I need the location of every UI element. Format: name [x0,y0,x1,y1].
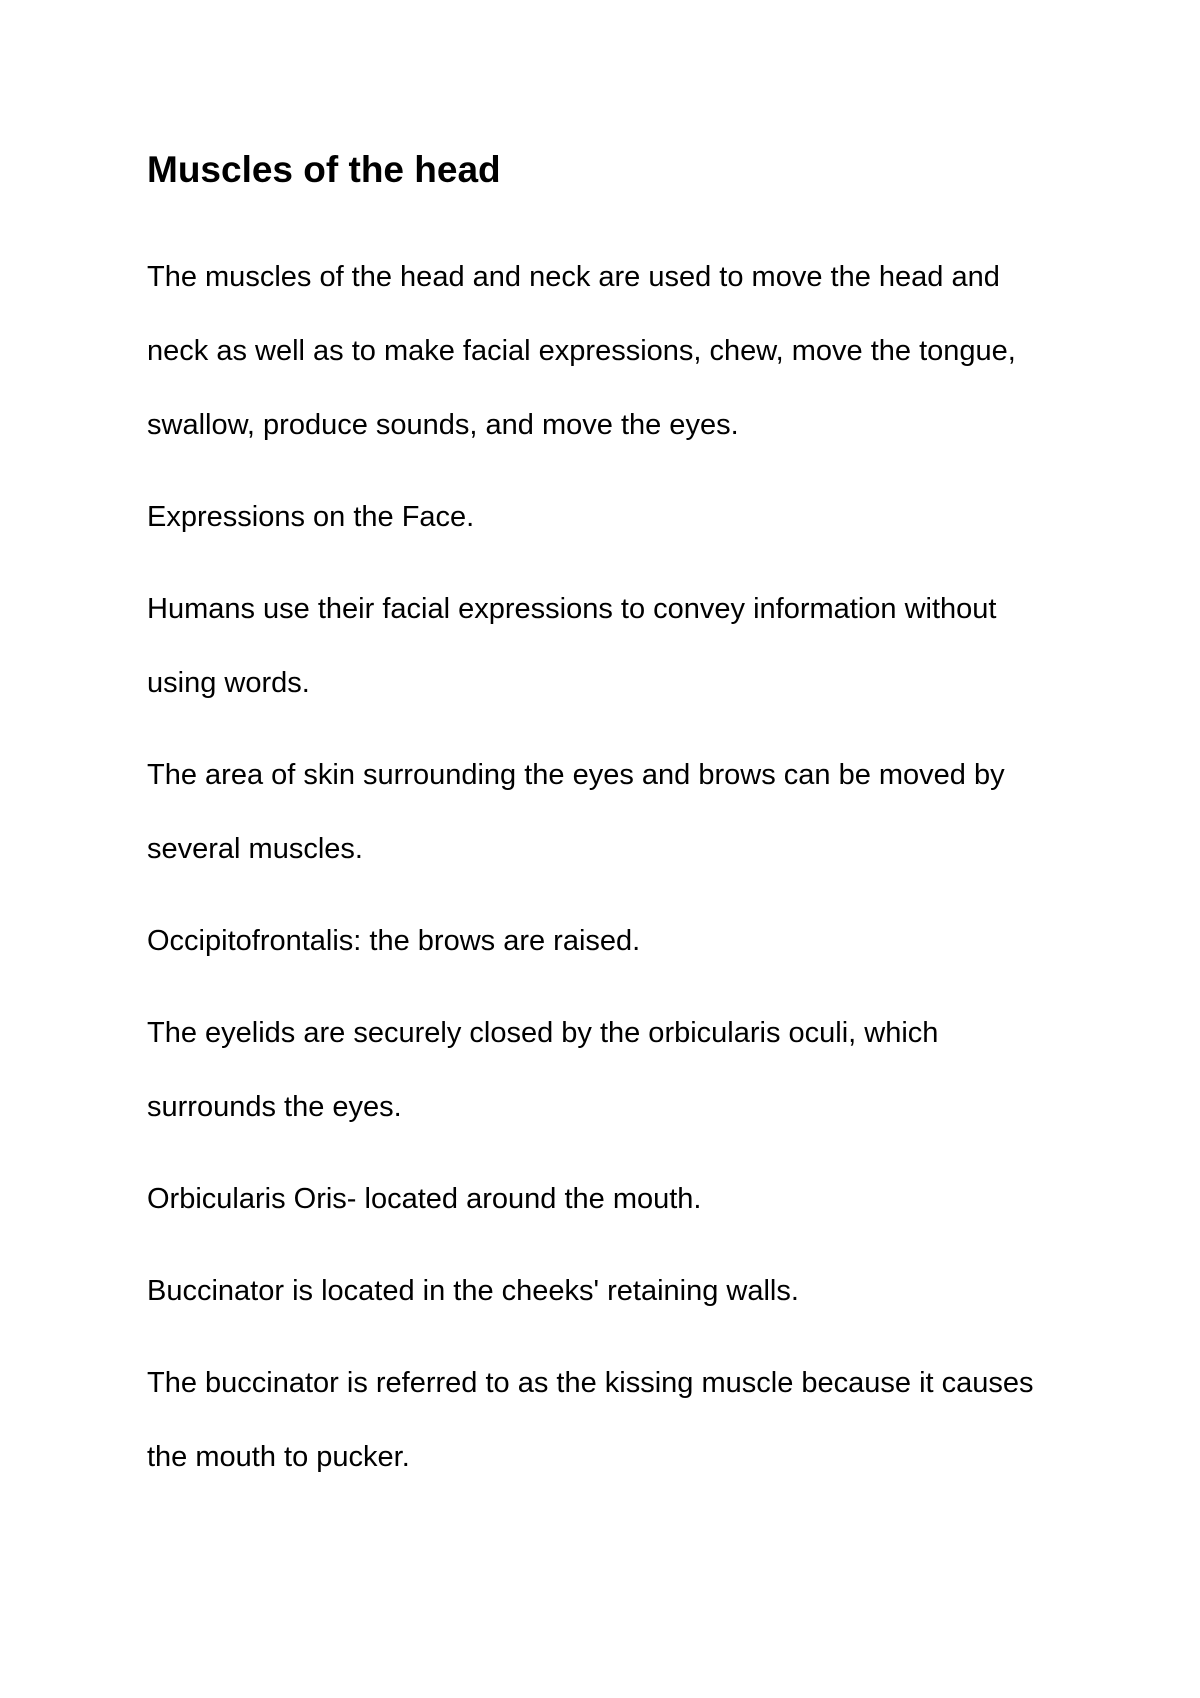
paragraph: Expressions on the Face. [147,501,475,533]
document-title: Muscles of the head [147,149,501,190]
paragraph: Occipitofrontalis: the brows are raised. [147,925,641,957]
paragraph: Orbicularis Oris- located around the mouth. [147,1183,702,1215]
paragraph: The eyelids are securely closed by the orbicularis oculi, which surrounds the eyes. [147,1017,939,1123]
paragraph: The muscles of the head and neck are used to move the head and neck as well as to make facial expressions, chew, move the tongue, swallow, produce sounds, and move the eyes. [147,261,1016,441]
paragraph: The buccinator is referred to as the kissing muscle because it causes the mouth to pucker. [147,1367,1034,1473]
paragraph: Humans use their facial expressions to convey information without using words. [147,593,997,699]
document-page [147,140,1067,1512]
paragraph: The area of skin surrounding the eyes and brows can be moved by several muscles. [147,759,1005,865]
paragraph: Buccinator is located in the cheeks' retaining walls. [147,1275,799,1307]
